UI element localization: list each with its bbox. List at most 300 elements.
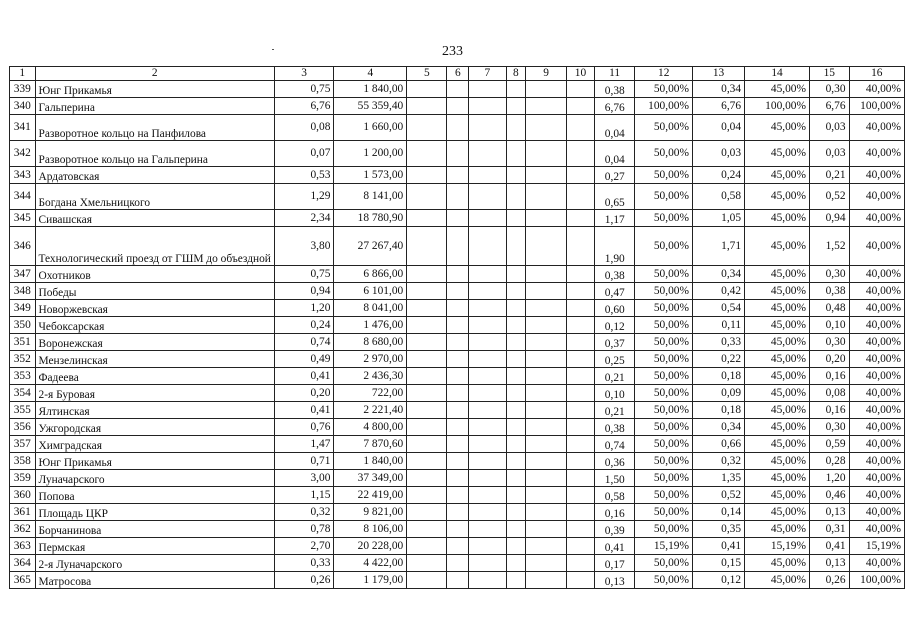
percent-cell-16: 40,00%: [849, 300, 904, 317]
table-row: [10, 504, 905, 521]
empty-cell: [447, 368, 469, 385]
percent-cell-12: 50,00%: [635, 227, 693, 266]
table-row: [10, 283, 905, 300]
empty-cell: [469, 504, 506, 521]
row-number-cell: 342: [10, 141, 36, 167]
street-name-cell: Гальперина: [35, 98, 274, 115]
empty-cell: [506, 419, 526, 436]
empty-cell: [526, 368, 567, 385]
empty-cell: [447, 334, 469, 351]
value-cell-11: 0,16: [594, 504, 635, 521]
percent-cell-16: 40,00%: [849, 487, 904, 504]
percent-cell-16: 40,00%: [849, 555, 904, 572]
empty-cell: [407, 385, 447, 402]
empty-cell: [526, 436, 567, 453]
value-cell-13: 0,58: [692, 184, 744, 210]
empty-cell: [447, 572, 469, 589]
row-number-cell: 362: [10, 521, 36, 538]
street-name-cell: Богдана Хмельницкого: [35, 184, 274, 210]
value-cell-11: 0,04: [594, 141, 635, 167]
column-header: 16: [849, 67, 904, 81]
empty-cell: [447, 184, 469, 210]
percent-cell-14: 45,00%: [745, 351, 810, 368]
street-name-cell: Ардатовская: [35, 167, 274, 184]
area-cell: 8 106,00: [334, 521, 407, 538]
empty-cell: [469, 81, 506, 98]
percent-cell-16: 40,00%: [849, 385, 904, 402]
table-row: [10, 470, 905, 487]
area-cell: 2 970,00: [334, 351, 407, 368]
column-header: 8: [506, 67, 526, 81]
table-row: [10, 453, 905, 470]
percent-cell-12: 50,00%: [635, 317, 693, 334]
area-cell: 1 200,00: [334, 141, 407, 167]
street-name-cell: Разворотное кольцо на Гальперина: [35, 141, 274, 167]
empty-cell: [407, 504, 447, 521]
percent-cell-14: 45,00%: [745, 317, 810, 334]
street-name-cell: Новоржевская: [35, 300, 274, 317]
value-cell-15: 0,59: [810, 436, 850, 453]
value-cell-15: 0,10: [810, 317, 850, 334]
empty-cell: [526, 283, 567, 300]
percent-cell-14: 45,00%: [745, 419, 810, 436]
length-cell: 0,26: [274, 572, 333, 589]
percent-cell-16: 100,00%: [849, 98, 904, 115]
empty-cell: [506, 115, 526, 141]
empty-cell: [407, 368, 447, 385]
empty-cell: [526, 167, 567, 184]
empty-cell: [526, 98, 567, 115]
row-number-cell: 358: [10, 453, 36, 470]
area-cell: 20 228,00: [334, 538, 407, 555]
empty-cell: [506, 351, 526, 368]
value-cell-11: 1,50: [594, 470, 635, 487]
value-cell-15: 0,30: [810, 334, 850, 351]
empty-cell: [526, 184, 567, 210]
empty-cell: [469, 227, 506, 266]
value-cell-15: 0,16: [810, 402, 850, 419]
empty-cell: [526, 141, 567, 167]
percent-cell-16: 40,00%: [849, 436, 904, 453]
percent-cell-12: 50,00%: [635, 266, 693, 283]
empty-cell: [469, 210, 506, 227]
area-cell: 1 179,00: [334, 572, 407, 589]
empty-cell: [567, 300, 595, 317]
empty-cell: [526, 487, 567, 504]
area-cell: 6 101,00: [334, 283, 407, 300]
empty-cell: [469, 351, 506, 368]
empty-cell: [526, 210, 567, 227]
street-name-cell: Луначарского: [35, 470, 274, 487]
value-cell-13: 0,12: [692, 572, 744, 589]
percent-cell-12: 50,00%: [635, 283, 693, 300]
value-cell-11: 0,38: [594, 266, 635, 283]
empty-cell: [567, 402, 595, 419]
empty-cell: [447, 419, 469, 436]
empty-cell: [447, 351, 469, 368]
area-cell: 1 660,00: [334, 115, 407, 141]
value-cell-15: 0,28: [810, 453, 850, 470]
empty-cell: [506, 453, 526, 470]
table-row: [10, 487, 905, 504]
empty-cell: [526, 334, 567, 351]
percent-cell-12: 50,00%: [635, 453, 693, 470]
row-number-cell: 351: [10, 334, 36, 351]
empty-cell: [469, 538, 506, 555]
length-cell: 6,76: [274, 98, 333, 115]
empty-cell: [567, 521, 595, 538]
percent-cell-14: 45,00%: [745, 81, 810, 98]
percent-cell-16: 40,00%: [849, 419, 904, 436]
empty-cell: [407, 555, 447, 572]
empty-cell: [407, 521, 447, 538]
length-cell: 3,80: [274, 227, 333, 266]
empty-cell: [506, 283, 526, 300]
percent-cell-16: 15,19%: [849, 538, 904, 555]
street-name-cell: 2-я Луначарского: [35, 555, 274, 572]
value-cell-13: 0,54: [692, 300, 744, 317]
table-row: [10, 555, 905, 572]
empty-cell: [567, 436, 595, 453]
table-row: [10, 419, 905, 436]
empty-cell: [506, 300, 526, 317]
value-cell-15: 0,48: [810, 300, 850, 317]
empty-cell: [407, 227, 447, 266]
column-header: 6: [447, 67, 469, 81]
column-header: 13: [692, 67, 744, 81]
percent-cell-14: 45,00%: [745, 184, 810, 210]
row-number-cell: 357: [10, 436, 36, 453]
empty-cell: [469, 555, 506, 572]
empty-cell: [506, 98, 526, 115]
percent-cell-12: 50,00%: [635, 504, 693, 521]
empty-cell: [407, 419, 447, 436]
length-cell: 0,74: [274, 334, 333, 351]
empty-cell: [506, 184, 526, 210]
empty-cell: [407, 81, 447, 98]
empty-cell: [407, 436, 447, 453]
percent-cell-12: 50,00%: [635, 385, 693, 402]
empty-cell: [407, 334, 447, 351]
empty-cell: [469, 115, 506, 141]
value-cell-11: 0,38: [594, 419, 635, 436]
empty-cell: [526, 115, 567, 141]
row-number-cell: 353: [10, 368, 36, 385]
empty-cell: [469, 572, 506, 589]
column-header: 9: [526, 67, 567, 81]
empty-cell: [567, 167, 595, 184]
row-number-cell: 359: [10, 470, 36, 487]
percent-cell-16: 40,00%: [849, 402, 904, 419]
empty-cell: [526, 470, 567, 487]
row-number-cell: 360: [10, 487, 36, 504]
empty-cell: [469, 334, 506, 351]
length-cell: 0,75: [274, 266, 333, 283]
value-cell-15: 0,52: [810, 184, 850, 210]
value-cell-13: 6,76: [692, 98, 744, 115]
empty-cell: [407, 210, 447, 227]
area-cell: 55 359,40: [334, 98, 407, 115]
empty-cell: [447, 470, 469, 487]
empty-cell: [526, 351, 567, 368]
length-cell: 0,41: [274, 402, 333, 419]
empty-cell: [567, 141, 595, 167]
value-cell-13: 0,41: [692, 538, 744, 555]
value-cell-15: 0,41: [810, 538, 850, 555]
empty-cell: [469, 487, 506, 504]
area-cell: 9 821,00: [334, 504, 407, 521]
empty-cell: [469, 283, 506, 300]
empty-cell: [447, 167, 469, 184]
value-cell-15: 0,03: [810, 115, 850, 141]
area-cell: 27 267,40: [334, 227, 407, 266]
value-cell-15: 0,46: [810, 487, 850, 504]
length-cell: 2,34: [274, 210, 333, 227]
empty-cell: [407, 184, 447, 210]
empty-cell: [469, 141, 506, 167]
table-row: [10, 141, 905, 167]
length-cell: 0,33: [274, 555, 333, 572]
row-number-cell: 345: [10, 210, 36, 227]
percent-cell-16: 40,00%: [849, 141, 904, 167]
value-cell-11: 0,27: [594, 167, 635, 184]
value-cell-13: 0,18: [692, 402, 744, 419]
empty-cell: [567, 368, 595, 385]
column-header: 12: [635, 67, 693, 81]
percent-cell-14: 45,00%: [745, 385, 810, 402]
empty-cell: [506, 368, 526, 385]
column-header: 2: [35, 67, 274, 81]
value-cell-15: 0,13: [810, 555, 850, 572]
percent-cell-16: 40,00%: [849, 368, 904, 385]
percent-cell-16: 40,00%: [849, 453, 904, 470]
percent-cell-14: 45,00%: [745, 402, 810, 419]
empty-cell: [567, 470, 595, 487]
row-number-cell: 340: [10, 98, 36, 115]
percent-cell-12: 50,00%: [635, 81, 693, 98]
empty-cell: [567, 487, 595, 504]
length-cell: 0,78: [274, 521, 333, 538]
table-row: [10, 436, 905, 453]
percent-cell-12: 50,00%: [635, 470, 693, 487]
table-row: [10, 521, 905, 538]
empty-cell: [506, 227, 526, 266]
table-row: [10, 351, 905, 368]
value-cell-13: 0,35: [692, 521, 744, 538]
row-number-cell: 355: [10, 402, 36, 419]
street-name-cell: Мензелинская: [35, 351, 274, 368]
empty-cell: [506, 504, 526, 521]
empty-cell: [506, 521, 526, 538]
length-cell: 1,29: [274, 184, 333, 210]
value-cell-11: 1,90: [594, 227, 635, 266]
empty-cell: [407, 283, 447, 300]
street-name-cell: Попова: [35, 487, 274, 504]
percent-cell-14: 45,00%: [745, 470, 810, 487]
empty-cell: [407, 453, 447, 470]
value-cell-11: 0,38: [594, 81, 635, 98]
column-header: 3: [274, 67, 333, 81]
empty-cell: [567, 81, 595, 98]
length-cell: 0,76: [274, 419, 333, 436]
empty-cell: [469, 521, 506, 538]
percent-cell-12: 50,00%: [635, 184, 693, 210]
empty-cell: [447, 98, 469, 115]
area-cell: 22 419,00: [334, 487, 407, 504]
empty-cell: [506, 167, 526, 184]
value-cell-13: 0,42: [692, 283, 744, 300]
empty-cell: [447, 317, 469, 334]
value-cell-15: 0,94: [810, 210, 850, 227]
percent-cell-12: 50,00%: [635, 572, 693, 589]
percent-cell-12: 50,00%: [635, 487, 693, 504]
empty-cell: [506, 538, 526, 555]
value-cell-15: 0,30: [810, 81, 850, 98]
row-number-cell: 354: [10, 385, 36, 402]
percent-cell-12: 50,00%: [635, 141, 693, 167]
empty-cell: [526, 572, 567, 589]
percent-cell-16: 40,00%: [849, 351, 904, 368]
empty-cell: [526, 402, 567, 419]
empty-cell: [506, 81, 526, 98]
table-row: [10, 572, 905, 589]
area-cell: 8 141,00: [334, 184, 407, 210]
empty-cell: [567, 555, 595, 572]
street-name-cell: Фадеева: [35, 368, 274, 385]
empty-cell: [447, 300, 469, 317]
percent-cell-16: 40,00%: [849, 81, 904, 98]
empty-cell: [447, 402, 469, 419]
length-cell: 2,70: [274, 538, 333, 555]
table-row: [10, 317, 905, 334]
value-cell-11: 0,25: [594, 351, 635, 368]
area-cell: 8 680,00: [334, 334, 407, 351]
value-cell-13: 0,09: [692, 385, 744, 402]
data-table: [9, 66, 905, 589]
value-cell-13: 0,32: [692, 453, 744, 470]
percent-cell-14: 100,00%: [745, 98, 810, 115]
area-cell: 7 870,60: [334, 436, 407, 453]
value-cell-13: 0,11: [692, 317, 744, 334]
table-row: [10, 334, 905, 351]
table-row: [10, 115, 905, 141]
percent-cell-16: 40,00%: [849, 521, 904, 538]
percent-cell-12: 50,00%: [635, 521, 693, 538]
street-name-cell: Сивашская: [35, 210, 274, 227]
value-cell-13: 0,34: [692, 419, 744, 436]
row-number-cell: 341: [10, 115, 36, 141]
empty-cell: [526, 266, 567, 283]
empty-cell: [506, 141, 526, 167]
value-cell-13: 0,22: [692, 351, 744, 368]
empty-cell: [469, 368, 506, 385]
row-number-cell: 339: [10, 81, 36, 98]
value-cell-11: 0,58: [594, 487, 635, 504]
empty-cell: [506, 402, 526, 419]
empty-cell: [567, 266, 595, 283]
percent-cell-16: 40,00%: [849, 167, 904, 184]
area-cell: 6 866,00: [334, 266, 407, 283]
value-cell-11: 0,41: [594, 538, 635, 555]
empty-cell: [469, 470, 506, 487]
empty-cell: [407, 115, 447, 141]
table-row: [10, 98, 905, 115]
empty-cell: [526, 521, 567, 538]
area-cell: 8 041,00: [334, 300, 407, 317]
empty-cell: [407, 572, 447, 589]
street-name-cell: Чебоксарская: [35, 317, 274, 334]
value-cell-11: 0,60: [594, 300, 635, 317]
row-number-cell: 352: [10, 351, 36, 368]
row-number-cell: 363: [10, 538, 36, 555]
value-cell-13: 0,34: [692, 266, 744, 283]
row-number-cell: 361: [10, 504, 36, 521]
percent-cell-14: 45,00%: [745, 504, 810, 521]
percent-cell-12: 50,00%: [635, 368, 693, 385]
empty-cell: [567, 453, 595, 470]
empty-cell: [526, 504, 567, 521]
street-name-cell: Пермская: [35, 538, 274, 555]
row-number-cell: 365: [10, 572, 36, 589]
value-cell-11: 0,39: [594, 521, 635, 538]
street-name-cell: Матросова: [35, 572, 274, 589]
street-name-cell: Борчаниновa: [35, 521, 274, 538]
empty-cell: [526, 317, 567, 334]
length-cell: 0,08: [274, 115, 333, 141]
empty-cell: [469, 317, 506, 334]
value-cell-15: 0,08: [810, 385, 850, 402]
empty-cell: [506, 210, 526, 227]
percent-cell-14: 45,00%: [745, 572, 810, 589]
empty-cell: [506, 385, 526, 402]
percent-cell-12: 50,00%: [635, 167, 693, 184]
empty-cell: [447, 210, 469, 227]
value-cell-11: 0,47: [594, 283, 635, 300]
column-header: 1: [10, 67, 36, 81]
empty-cell: [447, 385, 469, 402]
percent-cell-16: 40,00%: [849, 317, 904, 334]
value-cell-11: 0,74: [594, 436, 635, 453]
empty-cell: [567, 210, 595, 227]
empty-cell: [567, 98, 595, 115]
value-cell-13: 0,03: [692, 141, 744, 167]
value-cell-13: 1,71: [692, 227, 744, 266]
area-cell: 1 573,00: [334, 167, 407, 184]
value-cell-13: 1,35: [692, 470, 744, 487]
stray-mark: [272, 49, 274, 50]
empty-cell: [567, 317, 595, 334]
area-cell: 1 476,00: [334, 317, 407, 334]
length-cell: 0,20: [274, 385, 333, 402]
empty-cell: [469, 184, 506, 210]
value-cell-13: 0,34: [692, 81, 744, 98]
empty-cell: [526, 81, 567, 98]
empty-cell: [447, 141, 469, 167]
street-name-cell: Разворотное кольцо на Панфилова: [35, 115, 274, 141]
value-cell-11: 0,37: [594, 334, 635, 351]
empty-cell: [567, 504, 595, 521]
table-row: [10, 81, 905, 98]
empty-cell: [469, 300, 506, 317]
empty-cell: [407, 470, 447, 487]
table-row: [10, 210, 905, 227]
value-cell-15: 0,16: [810, 368, 850, 385]
length-cell: 0,94: [274, 283, 333, 300]
row-number-cell: 350: [10, 317, 36, 334]
empty-cell: [469, 419, 506, 436]
empty-cell: [567, 283, 595, 300]
header-row: [10, 67, 905, 81]
